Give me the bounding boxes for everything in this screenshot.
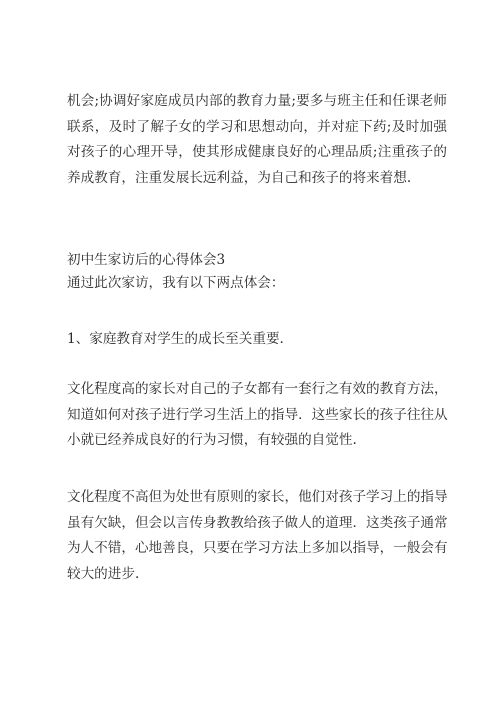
text-line: 对孩子的心理开导，使其形成健康良好的心理品质;注重孩子的 — [67, 144, 447, 160]
text-line: 通过此次家访，我有以下两点体会： — [67, 275, 285, 291]
text-line: 较大的进步. — [67, 565, 140, 582]
text-line: 1、家庭教育对学生的成长至关重要. — [67, 331, 284, 347]
text-line: 文化程度不高但为处世有原则的家长，他们对孩子学习上的指导 — [67, 489, 448, 505]
paragraph-educated-parents — [67, 377, 447, 454]
text-line: 养成教育，注重发展长远利益，为自己和孩子的将来着想. — [67, 169, 412, 186]
text-line: 为人不错，心地善良，只要在学习方法上多加以指导，一般会有 — [67, 540, 448, 556]
text-line: 联系，及时了解子女的学习和思想动向，并对症下药;及时加强 — [67, 118, 447, 135]
paragraph-intro-continuation — [67, 89, 447, 191]
text-line: 机会;协调好家庭成员内部的教育力量;要多与班主任和任课老师 — [67, 93, 447, 109]
section-title — [67, 248, 447, 274]
text-line: 文化程度高的家长对自己的子女都有一套行之有效的教育方法， — [67, 381, 448, 397]
paragraph-lead-in — [67, 271, 447, 297]
paragraph-point-1 — [67, 327, 447, 353]
section-title-text: 初中生家访后的心得体会3 — [67, 252, 226, 268]
text-line: 知道如何对孩子进行学习生活上的指导．这些家长的孩子往往从 — [67, 406, 448, 423]
text-line: 虽有欠缺，但会以言传身教教给孩子做人的道理．这类孩子通常 — [67, 514, 448, 531]
paragraph-less-educated-parents — [67, 485, 447, 587]
text-line: 小就已经养成良好的行为习惯，有较强的自觉性. — [67, 432, 357, 448]
